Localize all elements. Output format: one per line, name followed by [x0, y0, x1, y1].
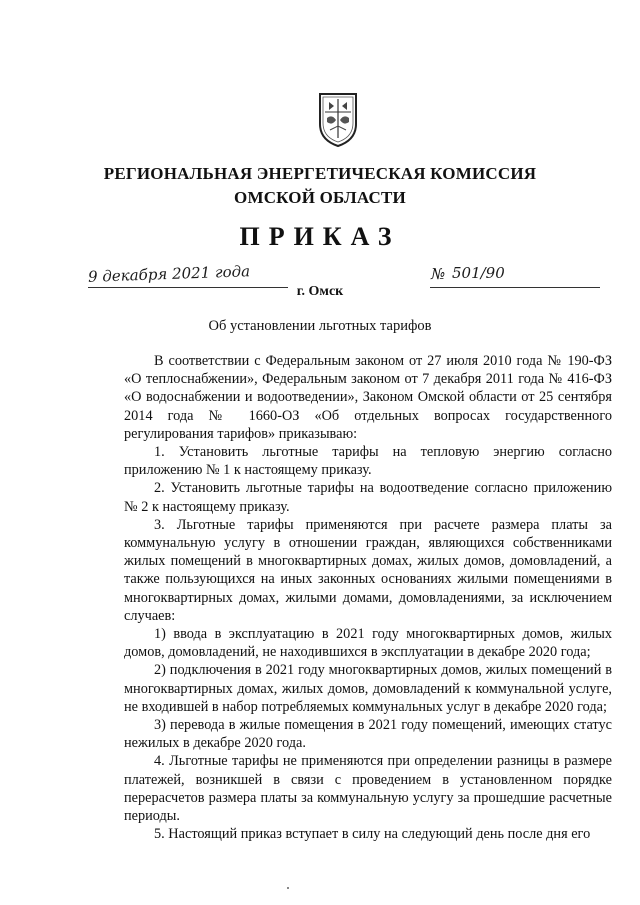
paragraph-subitem-2: 2) подключения в 2021 году многоквартирных домов, жилых помещений в многоквартирных домах, жилых домов, домовладений к коммунальной услуге, не входившей в набор потребляемых коммунальных услуг в декабре 2020 года;	[124, 662, 612, 715]
paragraph-item-1: 1. Установить льготные тарифы на тепловую энергию согласно приложению № 1 к настоящему приказу.	[124, 444, 612, 479]
agency-name-line1: РЕГИОНАЛЬНАЯ ЭНЕРГЕТИЧЕСКАЯ КОМИССИЯ	[103, 164, 537, 183]
agency-name-line2: ОМСКОЙ ОБЛАСТИ	[234, 188, 406, 207]
paragraph-item-4: 4. Льготные тарифы не применяются при определении разницы в размере платежей, возникшей в связи с проведением в установленном порядке перерасчетов размера платы за коммунальную услугу за прошедшие расчетные периоды.	[124, 753, 612, 825]
order-subject: Об установлении льготных тарифов	[208, 318, 432, 334]
paragraph-subitem-1: 1) ввода в эксплуатацию в 2021 году многоквартирных домов, жилых домов, домовладений, не находившихся в эксплуатации в декабре 2020 года;	[124, 626, 612, 661]
order-body	[124, 352, 612, 843]
paragraph-item-2: 2. Установить льготные тарифы на водоотведение согласно приложению № 2 к настоящему приказу.	[124, 480, 612, 515]
scan-speck	[287, 887, 289, 889]
handwritten-order-number: 501/90	[452, 264, 505, 282]
paragraph-subitem-3: 3) перевода в жилые помещения в 2021 году помещений, имеющих статус нежилых в декабре 2020 года.	[124, 717, 612, 752]
city-label: г. Омск	[296, 284, 344, 299]
paragraph-item-5: 5. Настоящий приказ вступает в силу на следующий день после дня его	[154, 826, 591, 843]
coat-of-arms-icon	[316, 90, 360, 148]
number-sign: №	[431, 265, 446, 283]
document-type-title: ПРИКАЗ	[239, 222, 401, 251]
paragraph-preamble: В соответствии с Федеральным законом от 27 июля 2010 года № 190-ФЗ «О теплоснабжении», Федеральным законом от 7 декабря 2011 года № 416-ФЗ «О водоснабжении и водоотведении», Законом Омской области от 25 сентября 2014 года № 1660-ОЗ «Об отдельных вопросах государственного регулирования тарифов» приказываю:	[124, 353, 612, 442]
paragraph-item-3: 3. Льготные тарифы применяются при расчете размера платы за коммунальную услугу в отношении граждан, являющихся собственниками жилых помещений в многоквартирных домах, жилых домов, домовладений, а также пользующихся на иных законных основаниях жилыми помещениями в многоквартирных домах, жилыми домами, домовладениями, за исключением случаев:	[124, 516, 612, 624]
handwritten-date: 9 декабря 2021 года	[87, 262, 251, 286]
